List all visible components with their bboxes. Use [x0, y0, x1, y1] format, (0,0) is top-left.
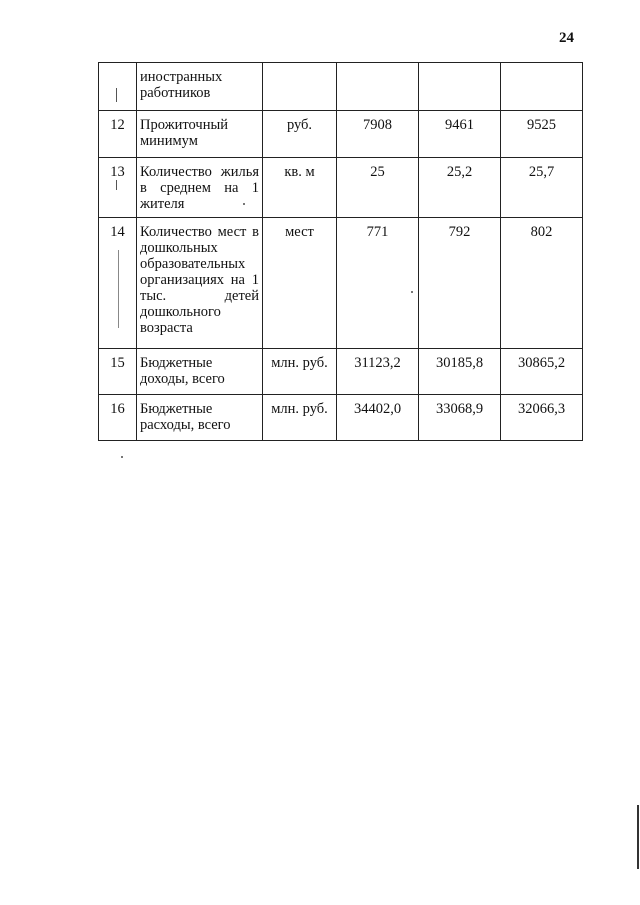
value-cell: 9461: [419, 111, 501, 158]
scan-mark: [411, 291, 413, 293]
value-cell: [501, 63, 583, 111]
value-cell: 32066,3: [501, 395, 583, 441]
unit-cell: млн. руб.: [263, 349, 337, 395]
indicator-name: Прожиточный минимум: [137, 111, 263, 158]
row-number: 13: [99, 158, 137, 218]
unit-cell: млн. руб.: [263, 395, 337, 441]
indicators-table: [98, 62, 583, 441]
table-row: [99, 218, 583, 349]
scan-mark: [116, 88, 117, 102]
row-number: [99, 63, 137, 111]
indicator-name: Количество жилья в среднем на 1 жителя: [137, 158, 263, 218]
table-row: [99, 111, 583, 158]
value-cell: [337, 63, 419, 111]
unit-cell: руб.: [263, 111, 337, 158]
scan-mark: [243, 203, 245, 205]
row-number: 12: [99, 111, 137, 158]
value-cell: 25: [337, 158, 419, 218]
value-cell: 25,7: [501, 158, 583, 218]
value-cell: 792: [419, 218, 501, 349]
unit-cell: кв. м: [263, 158, 337, 218]
value-cell: 771: [337, 218, 419, 349]
scan-edge-mark: [637, 805, 639, 869]
table-row: [99, 395, 583, 441]
value-cell: 9525: [501, 111, 583, 158]
value-cell: 33068,9: [419, 395, 501, 441]
row-number: 14: [99, 218, 137, 349]
value-cell: 30865,2: [501, 349, 583, 395]
scan-mark: [118, 250, 119, 328]
value-cell: 30185,8: [419, 349, 501, 395]
value-cell: 802: [501, 218, 583, 349]
scan-mark: [121, 456, 123, 458]
unit-cell: [263, 63, 337, 111]
page-number: 24: [559, 30, 574, 46]
indicator-name: иностранных работников: [137, 63, 263, 111]
value-cell: [419, 63, 501, 111]
indicator-name: Бюджетные доходы, всего: [137, 349, 263, 395]
unit-cell: мест: [263, 218, 337, 349]
indicator-name: Бюджетные расходы, всего: [137, 395, 263, 441]
value-cell: 31123,2: [337, 349, 419, 395]
value-cell: 7908: [337, 111, 419, 158]
row-number: 16: [99, 395, 137, 441]
value-cell: 25,2: [419, 158, 501, 218]
table-row: [99, 63, 583, 111]
scan-mark: [116, 180, 117, 190]
row-number: 15: [99, 349, 137, 395]
value-cell: 34402,0: [337, 395, 419, 441]
indicator-name: Количество мест в дошкольных образовательных организациях на 1 тыс. детей дошкольного возраста: [137, 218, 263, 349]
table-row: [99, 158, 583, 218]
table-row: [99, 349, 583, 395]
